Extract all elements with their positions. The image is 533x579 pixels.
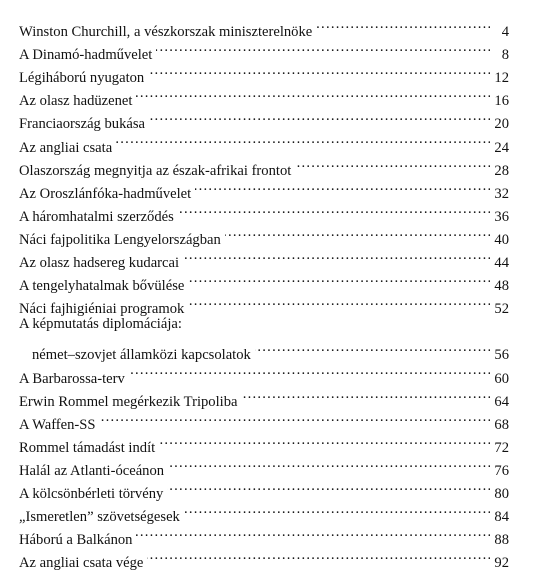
toc-entry-page: 16 xyxy=(494,93,509,110)
dot-leader xyxy=(149,105,490,128)
toc-entry-page: 12 xyxy=(494,70,509,87)
toc-entry-page: 8 xyxy=(501,47,509,64)
dot-leader xyxy=(184,498,490,521)
toc-entry-title: Az olasz hadüzenet xyxy=(19,93,133,110)
dot-leader xyxy=(225,221,490,244)
toc-entry-page: 84 xyxy=(494,509,509,526)
toc-entry-page: 68 xyxy=(494,416,509,433)
toc-entry-heading xyxy=(19,313,509,336)
toc-entry-title: Olaszország megnyitja az észak-afrikai frontot xyxy=(19,162,292,179)
toc-entry-page: 44 xyxy=(494,255,509,272)
dot-leader xyxy=(188,267,490,290)
toc-entry-title: Az olasz hadsereg kudarcai xyxy=(19,255,180,272)
dot-leader xyxy=(156,36,490,59)
toc-entry-title: Halál az Atlanti-óceánon xyxy=(19,462,165,479)
toc-entry-title: Rommel támadást indít xyxy=(19,439,156,456)
toc-entry-title: Erwin Rommel megérkezik Tripoliba xyxy=(19,393,238,410)
toc-entry-page: 80 xyxy=(494,485,509,502)
dot-leader xyxy=(168,452,490,475)
dot-leader xyxy=(147,544,490,567)
toc-entry-title: A Waffen-SS xyxy=(19,416,96,433)
toc-entry-title: A Barbarossa-terv xyxy=(19,370,125,387)
toc-entry-title: A tengelyhatalmak bővülése xyxy=(19,278,185,295)
toc-entry-title: Franciaország bukása xyxy=(19,116,146,133)
toc-entry-page: 32 xyxy=(494,185,509,202)
dot-leader xyxy=(188,290,490,313)
toc-entry-page: 28 xyxy=(494,162,509,179)
toc-entry-title: Légiháború nyugaton xyxy=(19,70,145,87)
dot-leader xyxy=(295,152,490,175)
toc-entry-title: német–szovjet államközi kapcsolatok xyxy=(32,347,251,364)
dot-leader xyxy=(241,383,490,406)
toc-entry-title: Náci fajpolitika Lengyelországban xyxy=(19,231,221,248)
dot-leader xyxy=(129,359,490,382)
toc-entry-title: „Ismeretlen” szövetségesek xyxy=(19,509,180,526)
toc-entry-title: A kölcsönbérleti törvény xyxy=(19,485,164,502)
toc-entry-page: 60 xyxy=(494,370,509,387)
toc-entry xyxy=(19,336,509,364)
toc-entry-title: Háború a Balkánon xyxy=(19,532,133,549)
dot-leader xyxy=(100,406,490,429)
toc-entry-title: Az angliai csata vége xyxy=(19,555,144,572)
toc-entry-title: Winston Churchill, a vészkorszak miniszterelnöke xyxy=(19,24,313,41)
dot-leader xyxy=(316,13,490,36)
toc-entry-title: A képmutatás diplomáciája: xyxy=(19,316,182,333)
toc-entry-title: Az angliai csata xyxy=(19,139,113,156)
toc-entry-title: A háromhatalmi szerződés xyxy=(19,208,174,225)
table-of-contents xyxy=(19,13,509,572)
toc-entry-page: 20 xyxy=(494,116,509,133)
toc-entry-page: 72 xyxy=(494,439,509,456)
toc-entry-page: 92 xyxy=(494,555,509,572)
toc-entry-title: Náci fajhigiéniai programok xyxy=(19,301,185,318)
toc-entry-title: Az Oroszlánfóka-hadművelet xyxy=(19,185,192,202)
dot-leader xyxy=(255,336,490,359)
dot-leader xyxy=(136,521,490,544)
dot-leader xyxy=(159,429,490,452)
dot-leader xyxy=(178,198,490,221)
toc-entry-page: 24 xyxy=(494,139,509,156)
dot-leader xyxy=(167,475,490,498)
toc-entry-page: 88 xyxy=(494,532,509,549)
dot-leader xyxy=(195,175,490,198)
toc-entry-page: 40 xyxy=(494,231,509,248)
toc-entry-page: 52 xyxy=(494,301,509,318)
dot-leader xyxy=(116,128,490,151)
dot-leader xyxy=(136,82,490,105)
toc-entry-page: 64 xyxy=(494,393,509,410)
toc-entry-page: 36 xyxy=(494,208,509,225)
toc-entry-page: 56 xyxy=(494,347,509,364)
toc-entry-page: 4 xyxy=(501,24,509,41)
toc-entry-title: A Dinamó-hadművelet xyxy=(19,47,153,64)
dot-leader xyxy=(183,244,490,267)
toc-entry-page: 76 xyxy=(494,462,509,479)
dot-leader xyxy=(148,59,490,82)
toc-entry-page: 48 xyxy=(494,278,509,295)
toc-entry xyxy=(19,13,509,41)
